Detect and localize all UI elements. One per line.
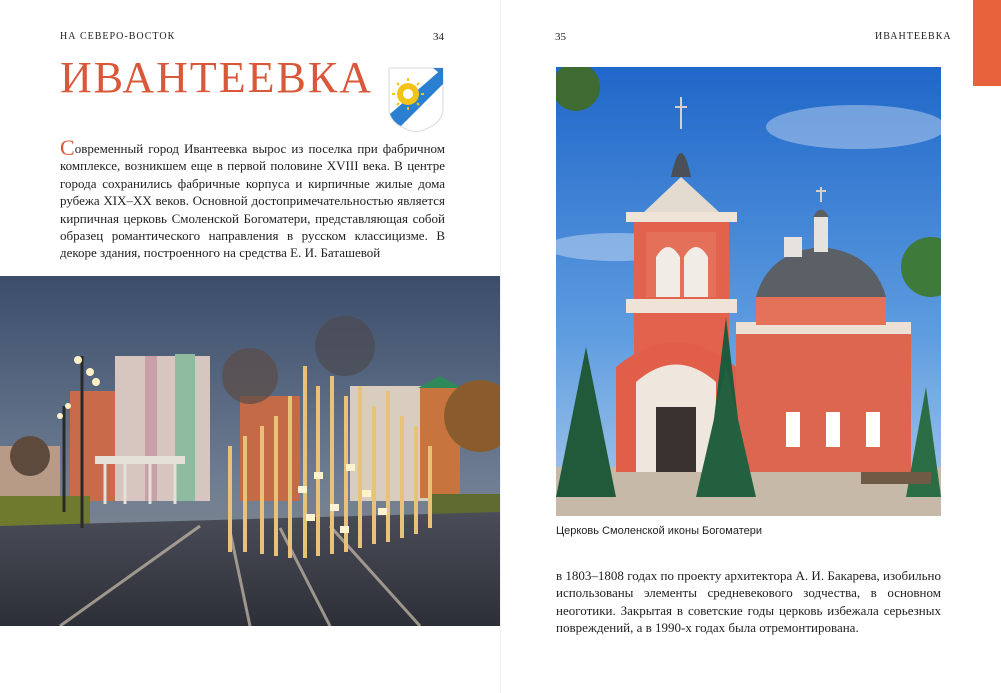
page-number-left: 34 [433, 31, 444, 43]
running-head-right: ИВАНТЕЕВКА [875, 31, 952, 42]
intro-text: овременный город Ивантеевка вырос из поселка при фабричном комплексе, возникшем еще в первой половине XVIII века. В центре города сохранились фабричные корпуса и кирпичные жилые дома рубежа XIX–XX веков. Основной достопримечательностью является кирпичная церковь Смоленской Богоматери, представляющая собой образец романтического направления в русском классицизме. В декоре здания, построенного на средства Е. И. Баташевой [60, 141, 445, 261]
intro-paragraph [60, 135, 445, 262]
drop-cap: С [60, 135, 75, 160]
coat-of-arms-icon [387, 66, 445, 134]
running-head-left: НА СЕВЕРО-ВОСТОК [60, 31, 176, 42]
chapter-tab [973, 0, 1001, 86]
church-photo [556, 67, 941, 516]
left-page [0, 0, 500, 693]
city-square-photo [0, 276, 500, 626]
page-title: ИВАНТЕЕВКА [60, 53, 374, 102]
page-number-right: 35 [555, 31, 566, 43]
continued-paragraph: в 1803–1808 годах по проекту архитектора А. И. Бакарева, изобильно использованы элементы средневекового зодчества, в основном неоготики. Закрытая в советские годы церковь избежала серьезных повреждений, а в 1990-х годах была отремонтирована. [556, 568, 941, 636]
church-photo-caption: Церковь Смоленской иконы Богоматери [556, 525, 762, 537]
